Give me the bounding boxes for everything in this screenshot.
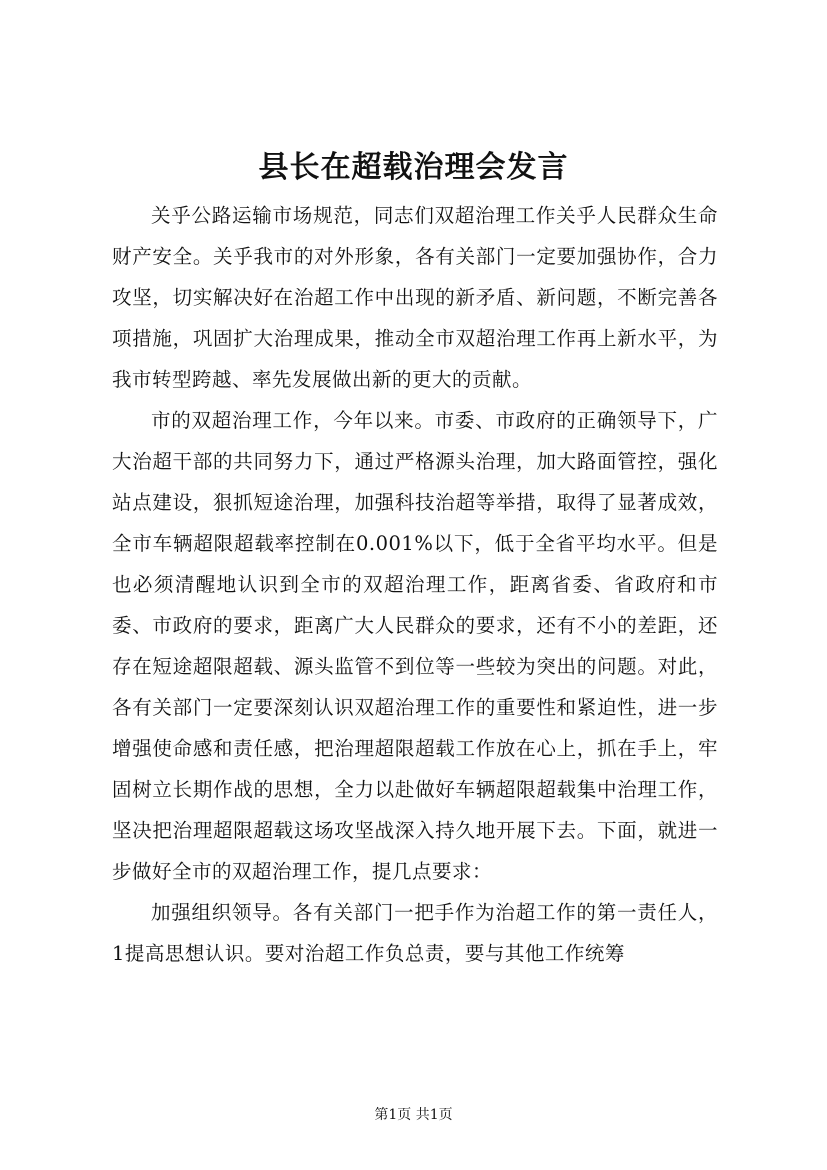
document-body <box>112 195 718 974</box>
page-number-footer: 第1页 共1页 <box>374 1107 453 1123</box>
paragraph-3: 加强组织领导。各有关部门一把手作为治超工作的第一责任人，1提高思想认识。要对治超工作负总责，要与其他工作统筹 <box>112 901 718 965</box>
paragraph-2: 市的双超治理工作，今年以来。市委、市政府的正确领导下，广大治超干部的共同努力下，通过严格源头治理，加大路面管控，强化站点建设，狠抓短途治理，加强科技治超等举措，取得了显著成效，全市车辆超限超载率控制在0.001%以下，低于全省平均水平。但是也必须清醒地认识到全市的双超治理工作，距离省委、省政府和市委、市政府的要求，距离广大人民群众的要求，还有不小的差距，还存在短途超限超载、源头监管不到位等一些较为突出的问题。对此，各有关部门一定要深刻认识双超治理工作的重要性和紧迫性，进一步增强使命感和责任感，把治理超限超载工作放在心上，抓在手上，牢固树立长期作战的思想，全力以赴做好车辆超限超载集中治理工作，坚决把治理超限超载这场攻坚战深入持久地开展下去。下面，就进一步做好全市的双超治理工作，提几点要求： <box>112 409 718 883</box>
paragraph-1: 关乎公路运输市场规范，同志们双超治理工作关乎人民群众生命财产安全。关乎我市的对外形象，各有关部门一定要加强协作，合力攻坚，切实解决好在治超工作中出现的新矛盾、新问题，不断完善各项措施，巩固扩大治理成果，推动全市双超治理工作再上新水平，为我市转型跨越、率先发展做出新的更大的贡献。 <box>112 204 718 391</box>
document-title: 县长在超载治理会发言 <box>258 150 569 185</box>
